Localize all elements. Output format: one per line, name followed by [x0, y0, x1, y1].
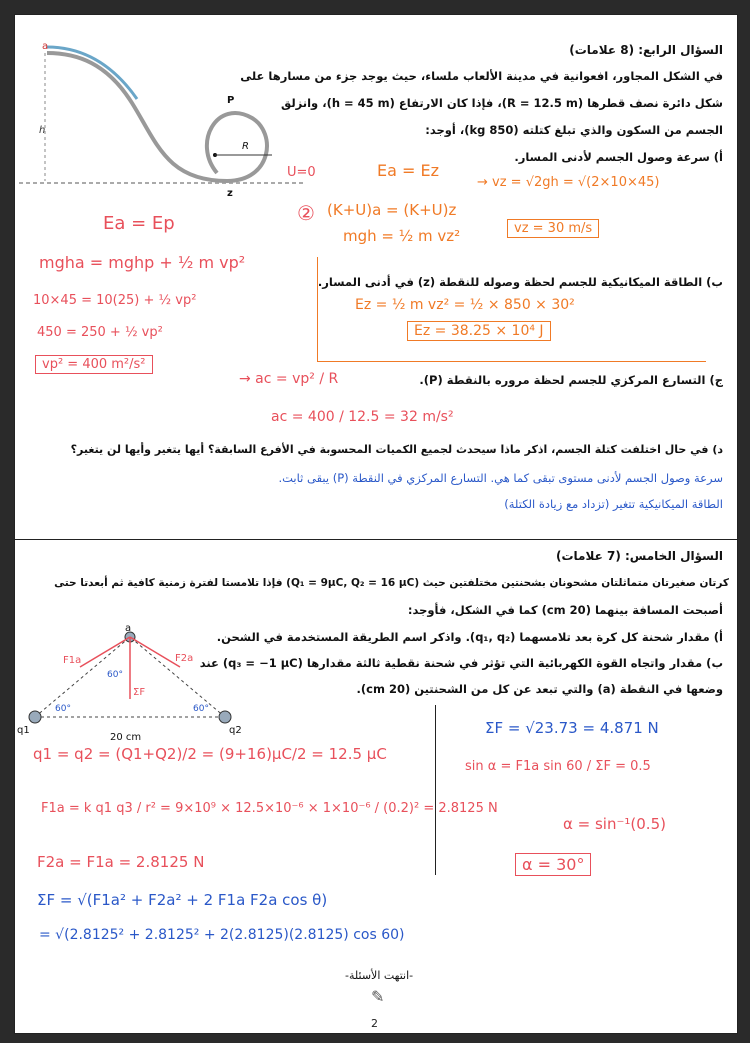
q5-part-a: أ) مقدار شحنة كل كرة بعد تلامسهما (q₁, q₂). واذكر اسم الطريقة المستخدمة في الشحن.: [216, 630, 723, 644]
hw-vz-answer-box: vz = 30 m/s: [507, 219, 599, 238]
distance-label: 20 cm: [110, 732, 142, 742]
hw-sin-alpha: sin α = F1a sin 60 / ΣF = 0.5: [465, 759, 651, 774]
hw-answer-bracket: [317, 257, 706, 362]
force-f1a-label: F1a: [63, 655, 82, 666]
hw-sum-numeric: = √(2.8125² + 2.8125² + 2(2.8125)(2.8125) cos 60): [39, 927, 405, 943]
angle-label-1: 60°: [107, 670, 123, 680]
hw-part-d-line2: الطاقة الميكانيكية تتغير (تزداد مع زيادة الكتلة): [504, 497, 723, 511]
hw-f2a-equation: F2a = F1a = 2.8125 N: [37, 853, 205, 871]
hw-vp-answer-box: vp² = 400 m²/s²: [35, 355, 153, 374]
roller-coaster-figure: [17, 33, 307, 203]
q4-stem-line2: شكل دائرة نصف قطرها (R = 12.5 m)، فإذا كان الارتفاع (h = 45 m)، وانزلق: [280, 96, 723, 110]
q5-part-b-line1: ب) مقدار واتجاه القوة الكهربائية التي تؤثر في شحنة نقطية ثالثة مقدارها (q₃ = −1 μC) عند: [199, 656, 723, 670]
hw-vertical-separator: [435, 705, 436, 875]
q4-stem-line3: الجسم من السكون والذي تبلغ كتلته (850 kg)، أوجد:: [425, 123, 723, 137]
end-of-questions: -انتهت الأسئلة-: [345, 969, 414, 982]
hw-ea-ep: Ea = Ep: [103, 213, 175, 234]
force-f2a-label: F2a: [175, 653, 194, 664]
signature-scribble: ✎: [371, 987, 385, 1006]
hw-u-zero: U=0: [287, 165, 316, 180]
q4-part-a: أ) سرعة وصول الجسم لأدنى المسار.: [514, 150, 723, 164]
point-p-label: P: [227, 95, 235, 106]
exam-page: [14, 14, 738, 1034]
hw-ku-equation: (K+U)a = (K+U)z: [327, 201, 457, 219]
point-a-label: a: [42, 41, 49, 52]
hw-alpha-inverse: α = sin⁻¹(0.5): [563, 815, 666, 833]
hw-f1a-equation: F1a = k q1 q3 / r² = 9×10⁹ × 12.5×10⁻⁶ × 1×10⁻⁶ / (0.2)² = 2.8125 N: [41, 801, 498, 816]
angle-label-2: 60°: [55, 704, 71, 714]
q4-stem-line1: في الشكل المجاور، افعوانية في مدينة الألعاب ملساء، حيث يوجد جزء من مسارها على: [240, 69, 723, 83]
charges-figure: [15, 617, 255, 742]
hw-vz-derivation: → vz = √2gh = √(2×10×45): [477, 175, 660, 190]
q4-part-c: ج) التسارع المركزي للجسم لحظة مروره بالنقطة (P).: [419, 373, 723, 387]
hw-alpha-answer-box: α = 30°: [515, 853, 591, 876]
force-sum-label: ΣF: [133, 687, 146, 698]
hw-circle-b-mark: ②: [297, 201, 315, 225]
q4-part-b: ب) الطاقة الميكانيكية للجسم لحظة وصوله للنقطة (z) في أدنى المسار.: [317, 275, 723, 289]
hw-numeric-step1: 10×45 = 10(25) + ½ vp²: [33, 293, 197, 308]
angle-label-3: 60°: [193, 704, 209, 714]
hw-sum-f-result: ΣF = √23.73 = 4.871 N: [485, 719, 659, 737]
hw-ea-ez: Ea = Ez: [377, 161, 439, 180]
q5-stem-line2: أصبحت المسافة بينهما (20 cm) كما في الشكل، فأوجد:: [407, 603, 723, 617]
hw-mgh-equation: mgh = ½ m vz²: [343, 227, 461, 245]
q5-part-b-line2: وضعها في النقطة (a) والتي تبعد عن كل من الشحنتين (20 cm).: [356, 682, 723, 696]
charge-q2-label: q2: [229, 725, 242, 736]
hw-energy-equation: mgha = mghp + ½ m vp²: [39, 253, 246, 272]
q5-title: السؤال الخامس: (7 علامات): [555, 549, 723, 563]
hw-ez-answer-box: Ez = 38.25 × 10⁴ J: [407, 321, 551, 341]
q5-stem-line1: كرتان صغيرتان متماثلتان مشحونان بشحنتين مختلفتين حيث (Q₁ = 9μC, Q₂ = 16 μC) فإذا تلامستا لفترة زمنية كافية ثم أبعدتا حتى: [54, 577, 729, 589]
radius-r-label: R: [242, 141, 249, 152]
hw-charge-equation: q1 = q2 = (Q1+Q2)/2 = (9+16)μC/2 = 12.5 μC: [33, 745, 387, 763]
height-h-label: h: [39, 125, 46, 136]
hw-part-d-line1: سرعة وصول الجسم لأدنى مستوى تبقى كما هي. التسارع المركزي في النقطة (P) يبقى ثابت.: [278, 471, 723, 485]
hw-ac-formula: → ac = vp² / R: [239, 371, 339, 387]
point-z-label: z: [227, 188, 233, 199]
page-number: 2: [371, 1017, 378, 1030]
hw-sum-formula: ΣF = √(F1a² + F2a² + 2 F1a F2a cos θ): [37, 891, 328, 909]
q4-part-d: د) في حال اختلفت كتلة الجسم، اذكر ماذا سيحدث لجميع الكميات المحسوبة في الأفرع السابقة؟ أيها يتغير وأيها لن يتغير؟: [70, 443, 723, 456]
hw-ez-formula: Ez = ½ m vz² = ½ × 850 × 30²: [355, 297, 575, 313]
hw-numeric-step2: 450 = 250 + ½ vp²: [37, 325, 163, 340]
hw-ac-value: ac = 400 / 12.5 = 32 m/s²: [271, 409, 454, 425]
question-divider: [15, 539, 737, 540]
point-a-label-q5: a: [125, 623, 132, 634]
q4-title: السؤال الرابع: (8 علامات): [569, 43, 723, 57]
charge-q1-label: q1: [17, 725, 30, 736]
